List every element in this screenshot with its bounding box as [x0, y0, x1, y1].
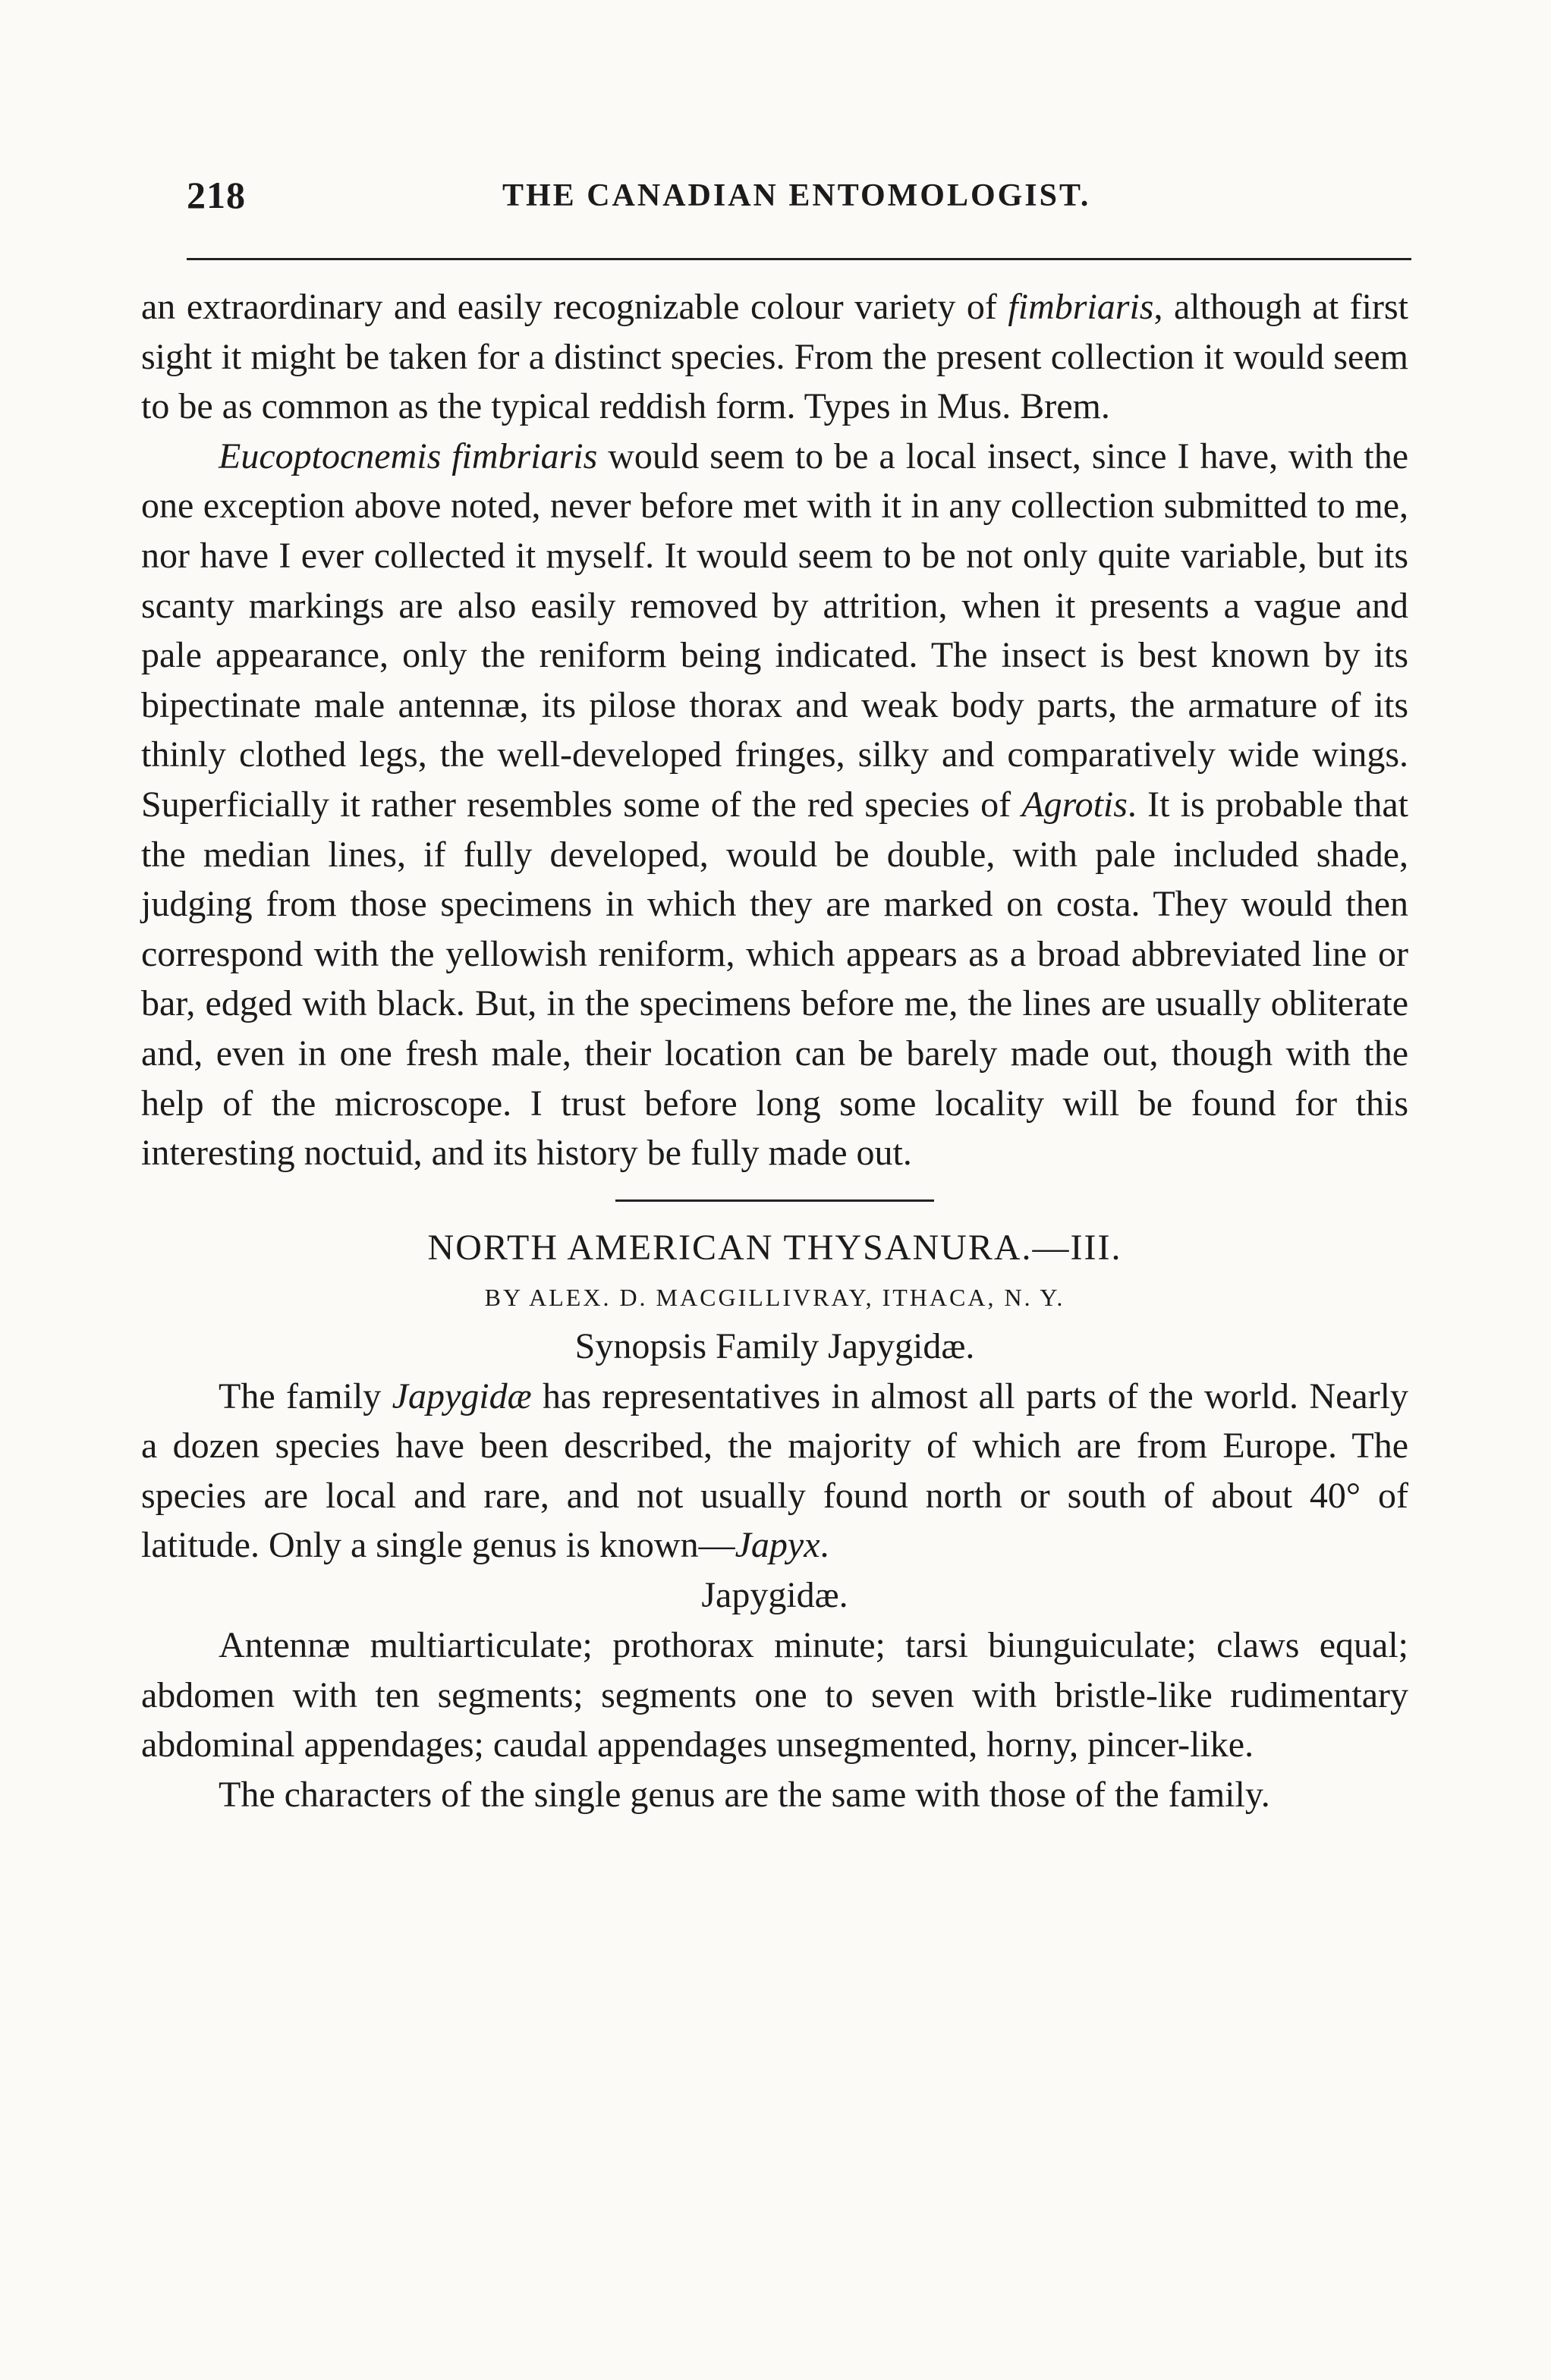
text-run: an extraordinary and easily recognizable colour variety of: [141, 287, 1008, 327]
text-run: . It is probable that the median lines, if fully developed, would be double, with pale included shade, judging from those specimens in which they are marked on costa. They would then correspond with the yellowish reniform, which appears as a broad abbreviated line or bar, edged with black. But, in the specimens before me, the lines are usually obliterate and, even in one fresh male, their location can be barely made out, though with the help of the microscope. I trust before long some locality will be found for this interesting noctuid, and its history be fully made out.: [141, 784, 1408, 1174]
family-name: Japygidæ: [392, 1375, 532, 1416]
genus-name: Japyx: [735, 1525, 820, 1566]
paragraph: The characters of the single genus are the same with those of the family.: [219, 1774, 1270, 1815]
text-run: The family: [219, 1375, 392, 1416]
text-run: .: [820, 1525, 829, 1566]
running-head: THE CANADIAN ENTOMOLOGIST.: [502, 178, 1091, 213]
family-subheading: Japygidæ.: [701, 1575, 848, 1616]
species-name: fimbriaris: [1008, 287, 1154, 327]
paragraph: [141, 1372, 1408, 1570]
paragraph: Antennæ multiarticulate; prothorax minute; tarsi biunguiculate; claws equal; abdomen with ten segments; segments one to seven with bristle-like rudimentary abdominal appendages; caudal appendages unsegmented, horny, pincer-like.: [141, 1625, 1408, 1765]
header-rule: [187, 258, 1411, 260]
page-header: [187, 173, 1411, 219]
species-name: Eucoptocnemis fimbriaris: [219, 435, 598, 476]
genus-name: Agrotis: [1021, 784, 1128, 825]
text-run: would seem to be a local insect, since I have, with the one exception above noted, never before met with it in any collection submitted to me, nor have I ever collected it myself. It would seem to be not only quite variable, but its scanty markings are also easily removed by attrition, when it presents a vague and pale appearance, only the reniform being indicated. The insect is best known by its bipectinate male antennæ, its pilose thorax and weak body parts, the armature of its thinly clothed legs, the well-developed fringes, silky and comparatively wide wings. Superficially it rather resembles some of the red species of: [141, 435, 1409, 825]
text-run: has representatives in almost all parts of the world. Nearly a dozen species have been described, the majority of which are from Europe. The species are local and rare, and not usually found north or south of about 40° of latitude. Only a single genus is known—: [141, 1375, 1409, 1566]
text-run: , although at first sight it might be taken for a distinct species. From the present collection it would seem to be as common as the typical reddish form. Types in Mus. Brem.: [141, 287, 1408, 427]
section-rule: [615, 1199, 934, 1202]
body-text: [141, 282, 1408, 1819]
paragraph-continued: [141, 282, 1408, 432]
synopsis-heading: Synopsis Family Japygidæ.: [574, 1325, 975, 1366]
article-byline: BY ALEX. D. MACGILLIVRAY, ITHACA, N. Y.: [484, 1283, 1065, 1311]
paragraph: [141, 432, 1408, 1178]
article-title: NORTH AMERICAN THYSANURA.—III.: [427, 1227, 1122, 1268]
page-number: 218: [187, 174, 246, 216]
